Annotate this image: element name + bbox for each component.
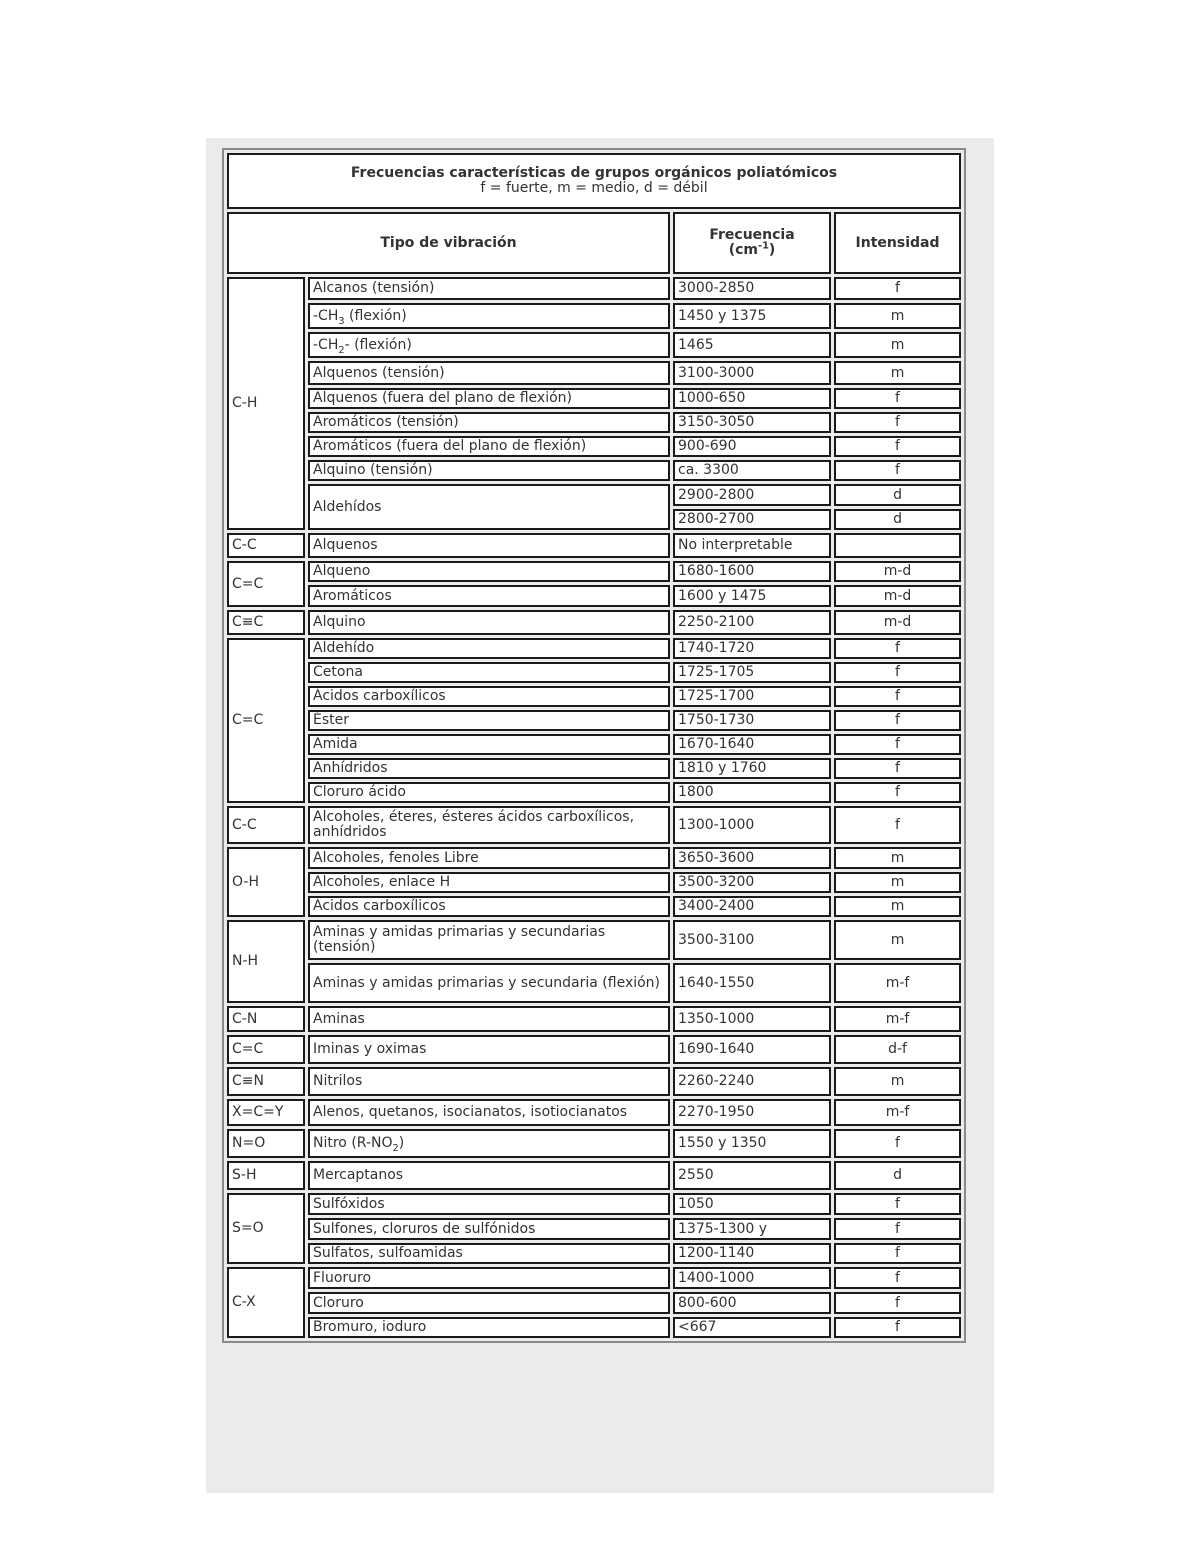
table-row — [227, 1161, 961, 1190]
vibration-type: Sulfones, cloruros de sulfónidos — [308, 1218, 670, 1240]
frequency-value: 1640-1550 — [673, 963, 831, 1003]
vibration-type: Alcoholes, éteres, ésteres ácidos carboxílicos, anhídridos — [308, 806, 670, 844]
intensity-value: m-d — [834, 610, 961, 635]
group-label: C-X — [227, 1267, 305, 1338]
vibration-type: Cloruro — [308, 1292, 670, 1314]
vibration-type: Ácidos carboxílicos — [308, 896, 670, 917]
table-title: Frecuencias características de grupos orgánicos poliatómicos — [350, 165, 838, 181]
table-row — [227, 585, 961, 607]
table-row — [227, 872, 961, 893]
intensity-value: f — [834, 758, 961, 779]
intensity-value: f — [834, 1218, 961, 1240]
intensity-value: f — [834, 277, 961, 300]
group-label: C≡C — [227, 610, 305, 635]
vibration-type: Cetona — [308, 662, 670, 683]
group-label: C≡N — [227, 1067, 305, 1096]
frequency-value: 1725-1705 — [673, 662, 831, 683]
table-row — [227, 896, 961, 917]
intensity-value: f — [834, 734, 961, 755]
vibration-type: Aldehídos — [308, 484, 670, 530]
vibration-type: Anhídridos — [308, 758, 670, 779]
table-row — [227, 1218, 961, 1240]
group-label: S-H — [227, 1161, 305, 1190]
frequency-value: 900-690 — [673, 436, 831, 457]
table-row — [227, 734, 961, 755]
vibration-type: Aromáticos (fuera del plano de flexión) — [308, 436, 670, 457]
table-row — [227, 1267, 961, 1289]
frequency-value: 3400-2400 — [673, 896, 831, 917]
group-label: N-H — [227, 920, 305, 1003]
intensity-value: m-d — [834, 561, 961, 582]
table-row — [227, 1292, 961, 1314]
vibration-type: Aromáticos — [308, 585, 670, 607]
frequency-value: 1400-1000 — [673, 1267, 831, 1289]
header-frecuencia — [673, 212, 831, 274]
frequency-value: 2900-2800 — [673, 484, 831, 506]
vibration-type: Iminas y oximas — [308, 1035, 670, 1064]
table-row — [227, 638, 961, 659]
intensity-value: d — [834, 509, 961, 530]
frequency-value: 2550 — [673, 1161, 831, 1190]
table-row — [227, 963, 961, 1003]
vibration-type: Amida — [308, 734, 670, 755]
frequency-value: 1800 — [673, 782, 831, 803]
frequency-value: 800-600 — [673, 1292, 831, 1314]
vibration-type: Sulfatos, sulfoamidas — [308, 1243, 670, 1264]
table-row — [227, 710, 961, 731]
frequency-value: 2260-2240 — [673, 1067, 831, 1096]
vibration-type: Cloruro ácido — [308, 782, 670, 803]
intensity-value: d — [834, 484, 961, 506]
table-title-cell — [227, 153, 961, 209]
frequency-value: ca. 3300 — [673, 460, 831, 481]
table-row — [227, 662, 961, 683]
intensity-value: f — [834, 460, 961, 481]
vibration-type: Aromáticos (tensión) — [308, 412, 670, 433]
vibration-type: Alquenos (tensión) — [308, 361, 670, 385]
frequency-value: 1450 y 1375 — [673, 303, 831, 329]
table-row — [227, 332, 961, 358]
group-label: C=C — [227, 561, 305, 607]
intensity-value: m-d — [834, 585, 961, 607]
intensity-value: m — [834, 1067, 961, 1096]
frequency-value: 2270-1950 — [673, 1099, 831, 1126]
frequency-value: 1375-1300 y — [673, 1218, 831, 1240]
group-label: C=C — [227, 638, 305, 803]
frequency-value: 3650-3600 — [673, 847, 831, 869]
vibration-type: Alquenos (fuera del plano de flexión) — [308, 388, 670, 409]
frequency-value: 3500-3200 — [673, 872, 831, 893]
vibration-type: Ácidos carboxílicos — [308, 686, 670, 707]
frequency-value: 3150-3050 — [673, 412, 831, 433]
intensity-value: f — [834, 1267, 961, 1289]
table-row — [227, 1035, 961, 1064]
group-label: S=O — [227, 1193, 305, 1264]
intensity-value: f — [834, 638, 961, 659]
header-frecuencia-label: Frecuencia — [709, 227, 795, 243]
frequency-value: 1550 y 1350 — [673, 1129, 831, 1158]
table-row — [227, 277, 961, 300]
frequency-value: 1810 y 1760 — [673, 758, 831, 779]
vibration-type: Alenos, quetanos, isocianatos, isotiocianatos — [308, 1099, 670, 1126]
intensity-value: d-f — [834, 1035, 961, 1064]
table-row — [227, 533, 961, 558]
table-row — [227, 1006, 961, 1032]
table-row — [227, 484, 961, 506]
intensity-value: f — [834, 806, 961, 844]
frequency-value: 1680-1600 — [673, 561, 831, 582]
vibration-type: Alcoholes, fenoles Libre — [308, 847, 670, 869]
frequency-value: No interpretable — [673, 533, 831, 558]
group-label: N=O — [227, 1129, 305, 1158]
vibration-type: Alquino (tensión) — [308, 460, 670, 481]
vibration-type: Aldehído — [308, 638, 670, 659]
header-tipo: Tipo de vibración — [227, 212, 670, 274]
intensity-value: f — [834, 1317, 961, 1338]
vibration-type: Alquino — [308, 610, 670, 635]
vibration-type: $-CH_3$ (flexión) — [308, 303, 670, 329]
table-row — [227, 1193, 961, 1215]
table-row — [227, 686, 961, 707]
intensity-value — [834, 533, 961, 558]
frequency-value: 1600 y 1475 — [673, 585, 831, 607]
intensity-value: f — [834, 1129, 961, 1158]
table-row — [227, 1317, 961, 1338]
group-label: C-H — [227, 277, 305, 530]
table-row — [227, 361, 961, 385]
vibration-type: Mercaptanos — [308, 1161, 670, 1190]
table-row — [227, 1067, 961, 1096]
intensity-value: m — [834, 872, 961, 893]
intensity-value: f — [834, 1292, 961, 1314]
vibration-type: Éster — [308, 710, 670, 731]
vibration-type: Aminas y amidas primarias y secundaria (flexión) — [308, 963, 670, 1003]
frequency-value: 1300-1000 — [673, 806, 831, 844]
frequency-value: 2800-2700 — [673, 509, 831, 530]
table-row — [227, 412, 961, 433]
table-row — [227, 460, 961, 481]
intensity-value: f — [834, 412, 961, 433]
intensity-value: m-f — [834, 1099, 961, 1126]
intensity-value: m — [834, 920, 961, 960]
frequency-value: 1000-650 — [673, 388, 831, 409]
table-row — [227, 436, 961, 457]
header-unidad: $(cm^{-1})$ — [728, 240, 776, 258]
header-intensidad: Intensidad — [834, 212, 961, 274]
ir-frequency-table — [222, 148, 966, 1343]
table-row — [227, 782, 961, 803]
table-row — [227, 758, 961, 779]
frequency-value: 1670-1640 — [673, 734, 831, 755]
vibration-type: Alqueno — [308, 561, 670, 582]
group-label: C-C — [227, 533, 305, 558]
frequency-value: 3100-3000 — [673, 361, 831, 385]
intensity-value: m — [834, 847, 961, 869]
vibration-type: Fluoruro — [308, 1267, 670, 1289]
table-row — [227, 610, 961, 635]
intensity-value: f — [834, 1243, 961, 1264]
table-legend: f = fuerte, m = medio, d = débil — [480, 180, 708, 196]
table-row — [227, 561, 961, 582]
group-label: O-H — [227, 847, 305, 917]
intensity-value: f — [834, 782, 961, 803]
title-row — [227, 153, 961, 209]
vibration-type: Sulfóxidos — [308, 1193, 670, 1215]
table-row — [227, 1243, 961, 1264]
intensity-value: f — [834, 436, 961, 457]
intensity-value: m — [834, 303, 961, 329]
intensity-value: m — [834, 896, 961, 917]
vibration-type: Nitrilos — [308, 1067, 670, 1096]
frequency-value: 1350-1000 — [673, 1006, 831, 1032]
frequency-value: 1200-1140 — [673, 1243, 831, 1264]
group-label: X=C=Y — [227, 1099, 305, 1126]
vibration-type: Nitro $(R-NO_2)$ — [308, 1129, 670, 1158]
vibration-type: Alcoholes, enlace H — [308, 872, 670, 893]
header-row — [227, 212, 961, 274]
intensity-value: m — [834, 332, 961, 358]
group-label: C-N — [227, 1006, 305, 1032]
table-row — [227, 847, 961, 869]
intensity-value: f — [834, 686, 961, 707]
frequency-value: 3000-2850 — [673, 277, 831, 300]
frequency-value: 3500-3100 — [673, 920, 831, 960]
table-row — [227, 388, 961, 409]
table-row — [227, 920, 961, 960]
intensity-value: f — [834, 710, 961, 731]
intensity-value: f — [834, 1193, 961, 1215]
intensity-value: d — [834, 1161, 961, 1190]
table-row — [227, 806, 961, 844]
intensity-value: m — [834, 361, 961, 385]
frequency-value: 1750-1730 — [673, 710, 831, 731]
frequency-value: <667 — [673, 1317, 831, 1338]
table-row — [227, 1129, 961, 1158]
frequency-value: 1725-1700 — [673, 686, 831, 707]
vibration-type: Alquenos — [308, 533, 670, 558]
frequency-value: 1465 — [673, 332, 831, 358]
frequency-value: 1690-1640 — [673, 1035, 831, 1064]
frequency-value: 1740-1720 — [673, 638, 831, 659]
vibration-type: $-CH_2-$ (flexión) — [308, 332, 670, 358]
intensity-value: m-f — [834, 963, 961, 1003]
group-label: C=C — [227, 1035, 305, 1064]
vibration-type: Aminas — [308, 1006, 670, 1032]
table-row — [227, 1099, 961, 1126]
table-row — [227, 303, 961, 329]
frequency-value: 2250-2100 — [673, 610, 831, 635]
vibration-type: Aminas y amidas primarias y secundarias (tensión) — [308, 920, 670, 960]
intensity-value: f — [834, 388, 961, 409]
intensity-value: m-f — [834, 1006, 961, 1032]
intensity-value: f — [834, 662, 961, 683]
vibration-type: Alcanos (tensión) — [308, 277, 670, 300]
vibration-type: Bromuro, ioduro — [308, 1317, 670, 1338]
group-label: C-C — [227, 806, 305, 844]
frequency-value: 1050 — [673, 1193, 831, 1215]
